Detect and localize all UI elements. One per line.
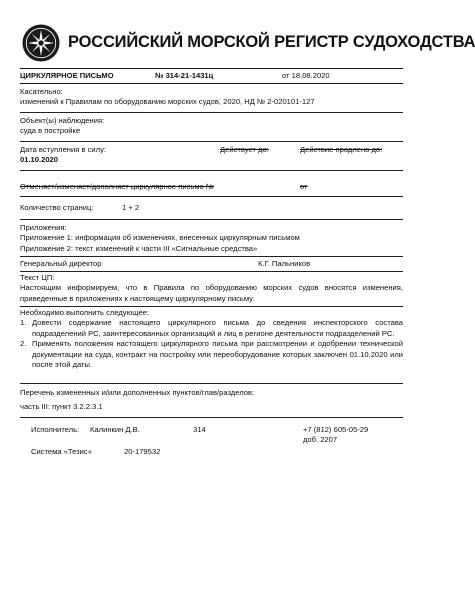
effective-label: Дата вступления в силу: bbox=[20, 145, 106, 154]
divider bbox=[20, 196, 403, 197]
action-number: 1. bbox=[20, 318, 27, 328]
executor-section bbox=[20, 425, 403, 447]
letter-info-row bbox=[20, 71, 403, 82]
changed-label: Перечень измененных и/или дополненных пунктов/глав/разделов: bbox=[20, 388, 255, 397]
thesis-section bbox=[20, 447, 403, 458]
divider bbox=[20, 83, 403, 84]
executor-ext: доб. 2207 bbox=[303, 435, 338, 444]
action-text: Применять положения настоящего циркулярного письма при рассмотрении и одобрении технической документации на суда, контракт на постройку или переоборудование которых заключен 01.10.2020 или после этой даты. bbox=[32, 339, 403, 370]
cp-text-body: Настоящим информируем, что в Правила по оборудованию морских судов вносятся изменения, приведенные в приложениях к настоящему циркулярному письму. bbox=[20, 283, 403, 303]
valid-until-label: Действует до: bbox=[220, 145, 269, 154]
attachment-item: Приложение 2: текст изменений к части III «Сигнальные средства» bbox=[20, 243, 258, 253]
action-item bbox=[20, 318, 403, 339]
divider bbox=[20, 112, 403, 113]
objects-section bbox=[20, 116, 403, 137]
effective-date: 01.10.2020 bbox=[20, 155, 59, 164]
executor-dept: 314 bbox=[193, 425, 206, 434]
attachment-item: Приложение 1: информация об изменениях, внесенных циркулярным письмом bbox=[20, 233, 300, 243]
thesis-number: 20-179532 bbox=[124, 447, 161, 456]
organization-name: РОССИЙСКИЙ МОРСКОЙ РЕГИСТР СУДОХОДСТВА bbox=[68, 33, 475, 51]
divider bbox=[20, 271, 403, 272]
actions-list bbox=[20, 318, 403, 370]
letter-type: ЦИРКУЛЯРНОЕ ПИСЬМО bbox=[20, 71, 114, 80]
subject-text: изменений к Правилам по оборудованию морских судов, 2020, НД № 2-020101-127 bbox=[20, 97, 315, 107]
divider bbox=[20, 383, 403, 384]
executor-label: Исполнитель: bbox=[31, 425, 80, 434]
actions-section bbox=[20, 308, 403, 370]
cancels-from: от bbox=[300, 182, 308, 191]
letter-date: от 18.08.2020 bbox=[282, 71, 330, 80]
objects-text: суда в постройке bbox=[20, 126, 81, 136]
document-header bbox=[22, 24, 475, 64]
cancels-text: Отменяет/изменяет/дополняет циркулярное письмо № bbox=[20, 182, 215, 191]
divider bbox=[20, 141, 403, 142]
subject-section bbox=[20, 87, 403, 108]
divider bbox=[20, 256, 403, 257]
attachments-section bbox=[20, 223, 403, 254]
pages-label: Количество страниц: bbox=[20, 203, 94, 212]
changed-section bbox=[20, 388, 403, 413]
director-title: Генеральный директор bbox=[20, 259, 102, 268]
divider bbox=[20, 219, 403, 220]
attachments-label: Приложения: bbox=[20, 223, 67, 232]
executor-name: Калинкин Д.В. bbox=[90, 425, 140, 434]
action-item bbox=[20, 339, 403, 370]
divider bbox=[20, 68, 403, 69]
action-text: Довести содержание настоящего циркулярного письма до сведения инспекторского состава подразделений РС, заинтересованных организаций и лиц в регионе деятельности подразделений РС. bbox=[32, 318, 403, 338]
changed-text: часть III: пункт 3.2.2.3.1 bbox=[20, 402, 103, 412]
effective-section bbox=[20, 145, 403, 167]
divider bbox=[20, 417, 403, 418]
divider bbox=[20, 306, 403, 307]
rs-register-emblem-icon bbox=[22, 24, 60, 62]
cp-text-label: Текст ЦП: bbox=[20, 273, 55, 282]
director-name: К.Г. Пальников bbox=[258, 259, 311, 268]
pages-section bbox=[20, 203, 403, 214]
extended-until-label: Действие продлено до: bbox=[300, 145, 383, 154]
executor-phone: +7 (812) 605-05-29 bbox=[303, 425, 369, 434]
cancels-section bbox=[20, 182, 403, 193]
action-number: 2. bbox=[20, 339, 27, 349]
letter-number: № 314-21-1431ц bbox=[155, 71, 214, 80]
pages-value: 1 + 2 bbox=[122, 203, 140, 212]
objects-label: Объект(ы) наблюдения: bbox=[20, 116, 105, 125]
subject-label: Касательно: bbox=[20, 87, 63, 96]
thesis-label: Система «Тезис» bbox=[31, 447, 92, 456]
director-section bbox=[20, 259, 403, 270]
actions-label: Необходимо выполнить следующее: bbox=[20, 308, 150, 317]
divider bbox=[20, 170, 403, 171]
cp-text-section bbox=[20, 273, 403, 304]
